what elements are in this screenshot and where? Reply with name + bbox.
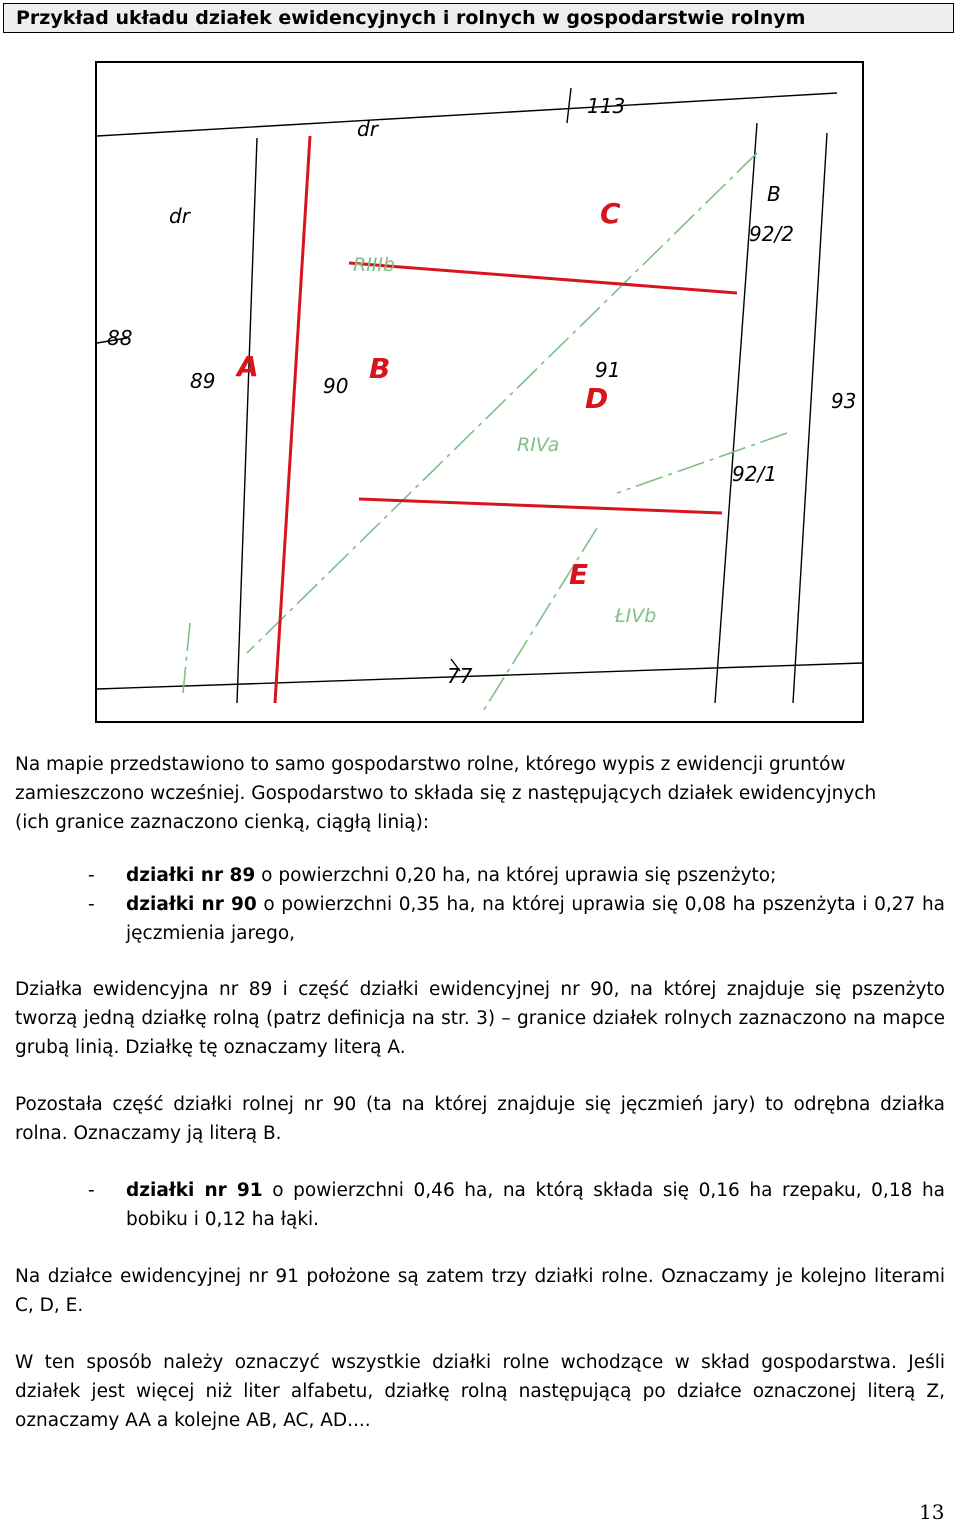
paragraph-parcel-A: Działka ewidencyjna nr 89 i część działki ewidencyjnej nr 90, na której znajduje się pszenżyto tworzą jedną działkę rolną (patrz definicja na str. 3) – granice działek rolnych zaznaczono na mapce grubą linią. Działkę tę oznaczamy literą A. (15, 979, 945, 1058)
list-item-89-bold: działki nr 89 (126, 865, 256, 886)
label-77: 77 (447, 664, 473, 688)
parcel-map-drawing (97, 63, 862, 721)
paragraph-parcels-CDE: Na działce ewidencyjnej nr 91 położone są zatem trzy działki rolne. Oznaczamy je kolejno literami C, D, E. (15, 1266, 945, 1316)
leader-113 (567, 88, 571, 123)
green-left (183, 623, 190, 693)
paragraph-parcel-B: Pozostała część działki rolnej nr 90 (ta na której znajduje się jęczmień jary) to odrębna działka rolna. Oznaczamy ją literą B. (15, 1094, 945, 1144)
label-92-2: 92/2 (749, 222, 794, 246)
label-91: 91 (595, 358, 621, 382)
boundary-92-93 (793, 133, 827, 703)
green-diag-1 (247, 153, 757, 653)
label-89: 89 (190, 369, 216, 393)
label-C: C (600, 197, 621, 230)
bullet-dash: - (88, 1180, 95, 1201)
parcel-map (95, 61, 864, 723)
label-D: D (585, 382, 609, 415)
label-90: 90 (323, 374, 349, 398)
boundary-bottom (97, 663, 862, 689)
list-item-89 (88, 861, 945, 890)
boundary-91-92 (715, 123, 757, 703)
label-88: 88 (107, 326, 133, 350)
label-92-1: 92/1 (732, 462, 777, 486)
red-C-D (349, 263, 737, 293)
label-E: E (569, 558, 589, 591)
thin-boundaries (97, 88, 862, 703)
label-dr-left: dr (169, 204, 190, 228)
label-113: 113 (587, 94, 626, 118)
map-labels (107, 94, 856, 688)
red-boundaries (275, 136, 737, 703)
boundary-88-89 (237, 138, 257, 703)
list-item-91-bold: działki nr 91 (126, 1180, 263, 1201)
paragraph-naming-rule: W ten sposób należy oznaczyć wszystkie działki rolne wchodzące w skład gospodarstwa. Jeśli działek jest więcej niż liter alfabetu, działkę rolną następującą po działce oznaczonej literą Z, oznaczamy AA a kolejne AB, AC, AD.... (15, 1352, 945, 1431)
bullet-dash: - (88, 865, 95, 886)
red-D-E (359, 499, 722, 513)
list-item-89-text: o powierzchni 0,20 ha, na której uprawia się pszenżyto; (255, 865, 777, 886)
title-bar (3, 3, 954, 33)
paragraph-intro-line-1: Na mapie przedstawiono to samo gospodarstwo rolne, którego wypis z ewidencji gruntów (15, 754, 846, 775)
label-A: A (237, 350, 259, 383)
list-item-90 (88, 890, 945, 948)
label-B: B (369, 352, 391, 385)
list-item-91 (88, 1176, 945, 1234)
boundary-top (97, 93, 837, 136)
green-boundaries (183, 153, 787, 713)
paragraph-intro-line-2: zamieszczono wcześniej. Gospodarstwo to składa się z następujących działek ewidencyjnych (15, 783, 877, 804)
label-B-soil: B (767, 182, 781, 206)
label-93: 93 (831, 389, 857, 413)
page-title: Przykład układu działek ewidencyjnych i rolnych w gospodarstwie rolnym (16, 7, 806, 29)
label-RIIIb: RIIIb (353, 254, 396, 276)
label-RIVa: RIVa (517, 434, 560, 456)
red-A-B (275, 136, 310, 703)
label-LIVb: ŁIVb (615, 605, 657, 627)
paragraph-intro (15, 750, 945, 837)
green-diag-3 (482, 528, 597, 713)
page-number: 13 (919, 1500, 945, 1524)
bullet-dash: - (88, 894, 95, 915)
list-item-90-text: o powierzchni 0,35 ha, na której uprawia się 0,08 ha pszenżyta i 0,27 ha jęczmienia jarego, (126, 894, 946, 944)
soil-labels (353, 254, 656, 627)
label-dr-top: dr (357, 117, 378, 141)
paragraph-intro-line-3: (ich granice zaznaczono cienką, ciągłą linią): (15, 812, 430, 833)
list-item-90-bold: działki nr 90 (126, 894, 257, 915)
list-item-91-text: o powierzchni 0,46 ha, na którą składa się 0,16 ha rzepaku, 0,18 ha bobiku i 0,12 ha łąki. (126, 1180, 946, 1230)
